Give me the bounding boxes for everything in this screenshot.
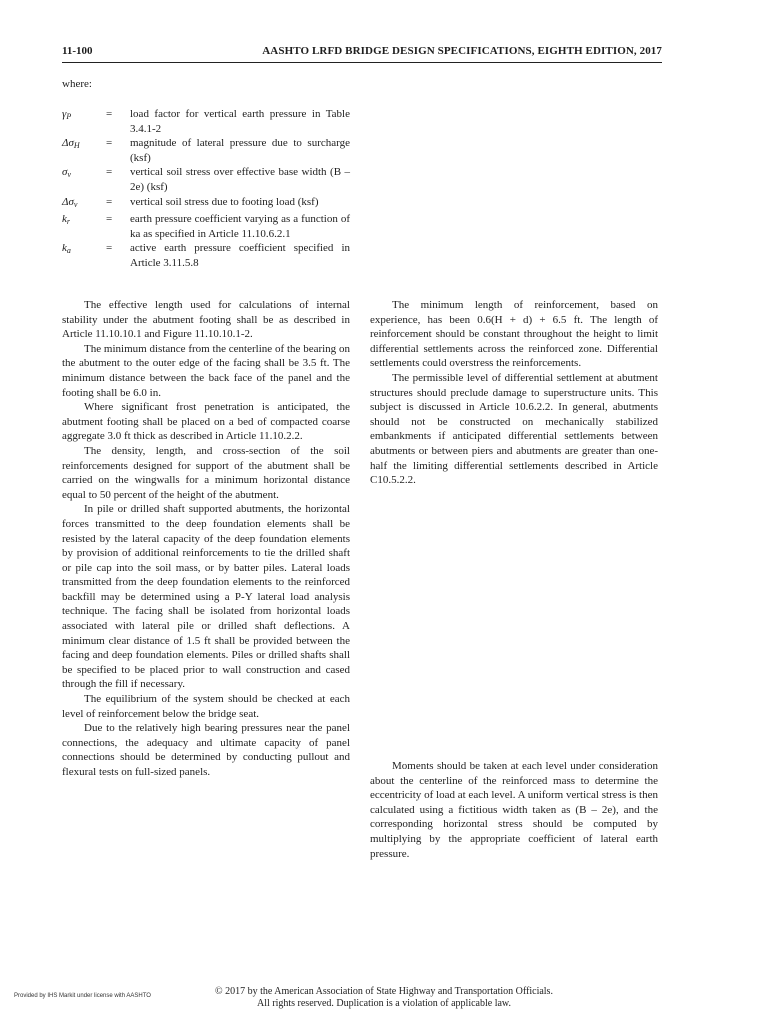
commentary-paragraph: Moments should be taken at each level under consideration about the centerline of the reinforced mass to determine the eccentricity of load at each level. A uniform vertical stress is then calculated using a fictitious width taken as (B – 2e), and the corresponding horizontal stress should be computed by multiplying by the appropriate coefficient of lateral earth pressure. bbox=[370, 760, 658, 860]
where-label: where: bbox=[62, 78, 92, 90]
definition-text: active earth pressure coefficient specified in Article 3.11.5.8 bbox=[130, 242, 350, 269]
body-paragraph: Where significant frost penetration is anticipated, the abutment footing shall be placed on a bed of compacted coarse aggregate 3.0 ft thick as described in Article 11.10.2.2. bbox=[62, 401, 350, 443]
definition-symbol: $\sigma_v$ bbox=[62, 166, 71, 180]
body-paragraph: The equilibrium of the system should be checked at each level of reinforcement below the bridge seat. bbox=[62, 693, 350, 720]
definition-row bbox=[62, 107, 350, 136]
definition-text: vertical soil stress over effective base width (B – 2e) (ksf) bbox=[130, 166, 350, 193]
body-paragraph: The effective length used for calculations of internal stability under the abutment footing shall be as described in Article 11.10.10.1 and Figure 11.10.10.1-2. bbox=[62, 299, 350, 341]
definition-row bbox=[62, 241, 350, 270]
body-paragraph: The minimum distance from the centerline of the bearing on the abutment to the outer edge of the facing shall be 3.5 ft. The minimum distance between the back face of the panel and the footing shall be 6.0 in. bbox=[62, 342, 350, 399]
definition-equals: = bbox=[106, 108, 113, 120]
body-paragraph: The density, length, and cross-section of the soil reinforcements designed for support of the abutment shall be carried on the wingwalls for a minimum horizontal distance equal to 50 percent of the height of the abutment. bbox=[62, 444, 350, 501]
commentary-column-top bbox=[370, 298, 658, 488]
definition-symbol: $\gamma_P$ bbox=[62, 108, 72, 121]
definition-equals: = bbox=[106, 213, 113, 226]
commentary-paragraph: The minimum length of reinforcement, based on experience, has been 0.6(H + d) + 6.5 ft. The length of reinforcement should be constant throughout the height to limit differential settlements across the reinforced zone. Differential settlements could overstress the reinforcements. bbox=[370, 299, 658, 370]
definition-equals: = bbox=[106, 137, 113, 150]
definition-symbol: $\Delta\sigma_H$ bbox=[62, 137, 80, 151]
definitions-list bbox=[62, 107, 350, 271]
copyright-line: © 2017 by the American Association of State Highway and Transportation Officials. bbox=[215, 986, 553, 997]
commentary-column-bottom bbox=[370, 759, 658, 861]
definition-text: magnitude of lateral pressure due to surcharge (ksf) bbox=[130, 137, 350, 164]
commentary-paragraph: The permissible level of differential settlement at abutment structures should preclude damage to superstructure units. This subject is discussed in Article 10.6.2.2. In general, abutments should not be constructed on mechanically stabilized embankments if anticipated differential settlements between abutments or between piers and abutments are greater than one-half the limiting differential settlements described in Article C10.5.2.2. bbox=[370, 371, 658, 487]
definition-equals: = bbox=[106, 195, 113, 208]
copyright-line: All rights reserved. Duplication is a violation of applicable law. bbox=[256, 998, 511, 1009]
definition-symbol: $k_a$ bbox=[62, 242, 71, 256]
body-paragraph: In pile or drilled shaft supported abutments, the horizontal forces transmitted to the deep foundation elements shall be resisted by the lateral capacity of the deep foundation elements by provision of additional reinforcements to tie the drilled shaft or pile cap into the soil mass, or by batter piles. Lateral loads transmitted from the deep foundation elements to the reinforced backfill may be determined using a P-Y lateral load analysis technique. The facing shall be isolated from horizontal loads associated with lateral pile or drilled shaft deflections. A minimum clear distance of 1.5 ft shall be provided between the facing and deep foundation elements. Piles or drilled shafts shall be specified to be placed prior to wall construction and cased through the fill if necessary. bbox=[62, 503, 350, 691]
definition-symbol: $k_r$ bbox=[62, 213, 71, 227]
page-number: 11-100 bbox=[62, 45, 93, 57]
provider-note: Provided by IHS Markit under license with AASHTO bbox=[14, 993, 151, 999]
header-rule bbox=[62, 62, 662, 63]
specification-column bbox=[62, 298, 350, 780]
definition-row bbox=[62, 195, 350, 213]
definition-text: earth pressure coefficient varying as a function of ka as specified in Article 11.10.6.2.1 bbox=[130, 213, 350, 240]
page-header bbox=[62, 44, 662, 60]
definition-row bbox=[62, 136, 350, 165]
definition-equals: = bbox=[106, 242, 113, 255]
body-paragraph: Due to the relatively high bearing pressures near the panel connections, the adequacy and ultimate capacity of panel connections should be determined by conducting pullout and flexural tests on full-sized panels. bbox=[62, 722, 350, 778]
copyright-footer bbox=[180, 986, 588, 1010]
definition-row bbox=[62, 165, 350, 194]
definition-text: load factor for vertical earth pressure in Table 3.4.1-2 bbox=[130, 108, 350, 135]
definition-row bbox=[62, 212, 350, 241]
running-title: AASHTO LRFD BRIDGE DESIGN SPECIFICATIONS, EIGHTH EDITION, 2017 bbox=[262, 45, 662, 57]
definition-text: vertical soil stress due to footing load (ksf) bbox=[130, 195, 319, 208]
definition-symbol: $\Delta\sigma_v$ bbox=[62, 195, 78, 209]
definition-equals: = bbox=[106, 166, 113, 179]
